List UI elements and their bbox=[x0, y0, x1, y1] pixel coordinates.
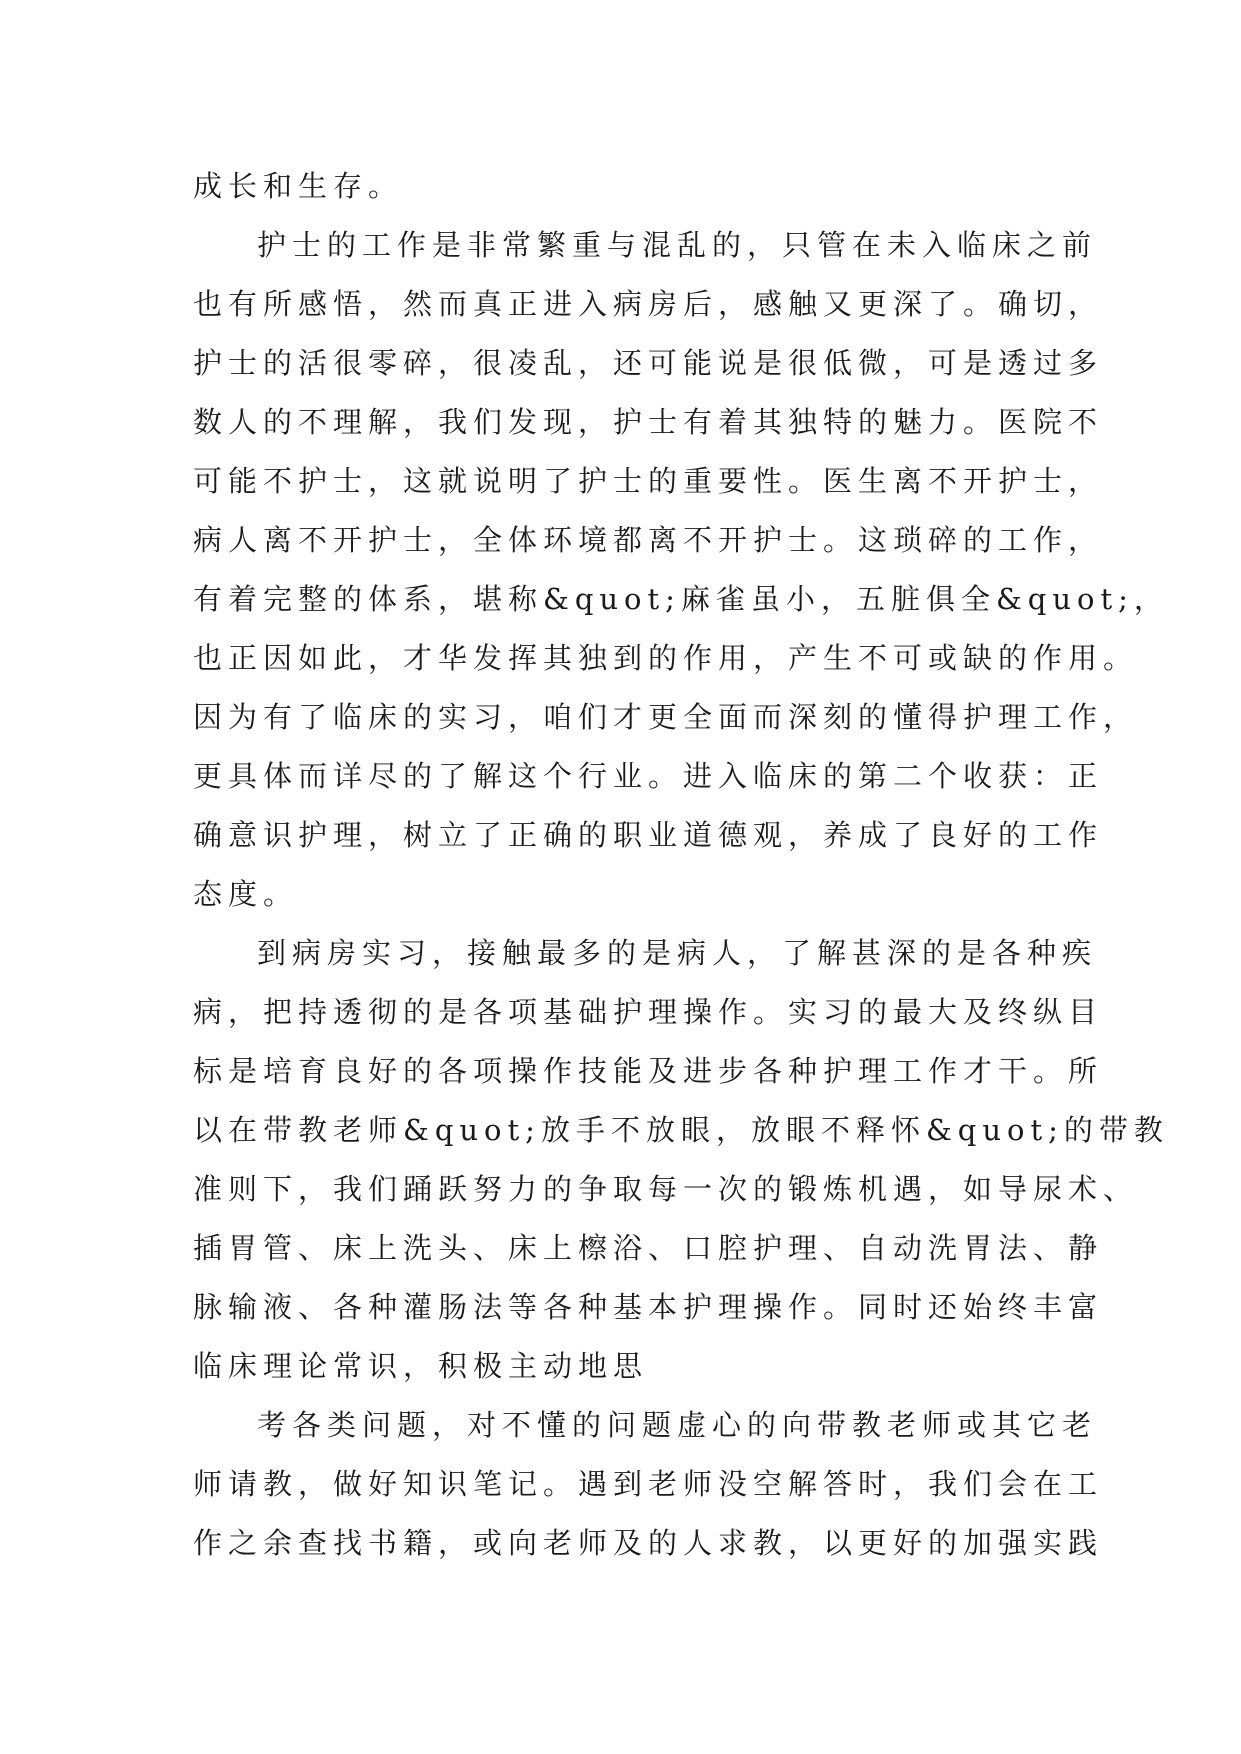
text-line: 更具体而详尽的了解这个行业。进入临床的第二个收获：正 bbox=[193, 759, 1104, 793]
body-text bbox=[193, 157, 1169, 1573]
text-line: 也正因如此，才华发挥其独到的作用，产生不可或缺的作用。 bbox=[193, 641, 1139, 675]
text-line: 护士的活很零碎，很凌乱，还可能说是很低微，可是透过多 bbox=[193, 346, 1104, 380]
text-line: 有着完整的体系，堪称&quot;麻雀虽小，五脏俱全&quot;， bbox=[193, 582, 1169, 616]
text-line: 可能不护士，这就说明了护士的重要性。医生离不开护士， bbox=[193, 464, 1104, 498]
text-line: 标是培育良好的各项操作技能及进步各种护理工作才干。所 bbox=[193, 1054, 1104, 1088]
text-line: 病，把持透彻的是各项基础护理操作。实习的最大及终纵目 bbox=[193, 995, 1104, 1029]
text-line: 态度。 bbox=[193, 877, 299, 911]
text-line: 以在带教老师&quot;放手不放眼，放眼不释怀&quot;的带教 bbox=[193, 1113, 1169, 1147]
text-line: 师请教，做好知识笔记。遇到老师没空解答时，我们会在工 bbox=[193, 1467, 1104, 1501]
text-line: 成长和生存。 bbox=[193, 169, 404, 203]
text-line: 准则下，我们踊跃努力的争取每一次的锻炼机遇，如导尿术、 bbox=[193, 1172, 1139, 1206]
text-line: 也有所感悟，然而真正进入病房后，感触又更深了。确切， bbox=[193, 287, 1104, 321]
text-line: 因为有了临床的实习，咱们才更全面而深刻的懂得护理工作， bbox=[193, 700, 1139, 734]
paragraph-start-line: 考各类问题，对不懂的问题虚心的向带教老师或其它老 bbox=[257, 1408, 1098, 1442]
text-line: 病人离不开护士，全体环境都离不开护士。这琐碎的工作， bbox=[193, 523, 1104, 557]
text-line: 确意识护理，树立了正确的职业道德观，养成了良好的工作 bbox=[193, 818, 1104, 852]
text-line: 作之余查找书籍，或向老师及的人求教，以更好的加强实践 bbox=[193, 1526, 1104, 1560]
text-line: 临床理论常识，积极主动地思 bbox=[193, 1349, 649, 1383]
text-line: 数人的不理解，我们发现，护士有着其独特的魅力。医院不 bbox=[193, 405, 1104, 439]
paragraph-start-line: 护士的工作是非常繁重与混乱的，只管在未入临床之前 bbox=[257, 228, 1098, 262]
paragraph-start-line: 到病房实习，接触最多的是病人，了解甚深的是各种疾 bbox=[257, 936, 1098, 970]
text-line: 脉输液、各种灌肠法等各种基本护理操作。同时还始终丰富 bbox=[193, 1290, 1104, 1324]
text-line: 插胃管、床上洗头、床上檫浴、口腔护理、自动洗胃法、静 bbox=[193, 1231, 1104, 1265]
